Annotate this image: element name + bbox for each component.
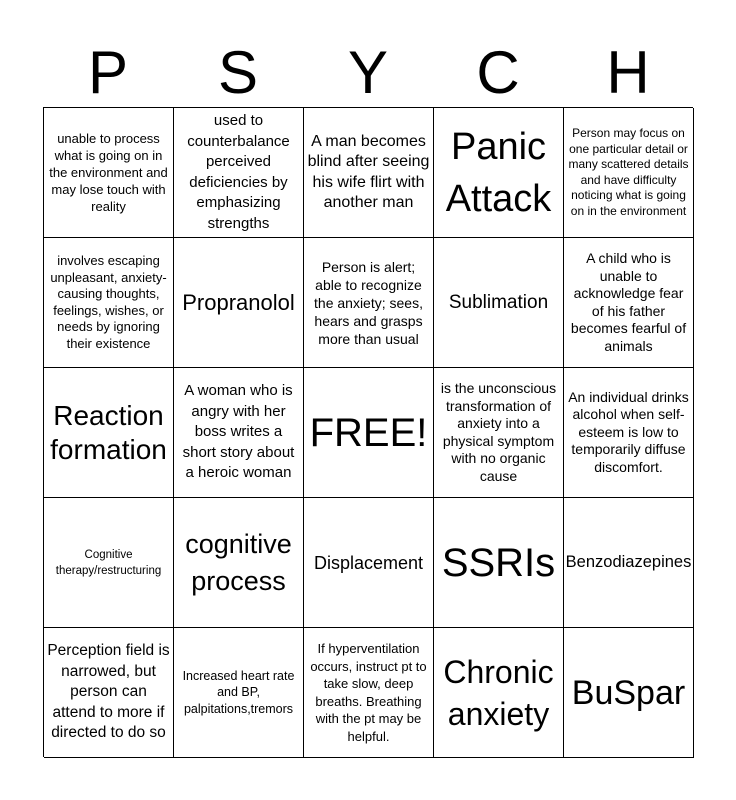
bingo-cell-r1c4[interactable] xyxy=(434,108,564,238)
cell-text: BuSpar xyxy=(571,673,686,712)
cell-text: Benzodiazepines xyxy=(565,553,692,572)
bingo-cell-r2c5[interactable] xyxy=(564,238,694,368)
cell-text: unable to process what is going on in the environment and may lose touch with reality xyxy=(49,131,168,214)
bingo-cell-r5c4[interactable] xyxy=(434,628,564,758)
cell-text: Chronic anxiety xyxy=(443,653,554,732)
header-letter-h: H xyxy=(606,39,650,106)
cell-text: Displacement xyxy=(313,552,424,573)
bingo-cell-r4c3[interactable] xyxy=(304,498,434,628)
cell-text: Increased heart rate and BP, palpitations,tremors xyxy=(182,668,295,716)
bingo-cell-r3c4[interactable] xyxy=(434,368,564,498)
cell-text: Panic Attack xyxy=(445,125,552,220)
bingo-cell-r4c2[interactable] xyxy=(174,498,304,628)
cell-text: cognitive process xyxy=(185,528,292,596)
bingo-header xyxy=(43,40,693,106)
bingo-cell-r2c1[interactable] xyxy=(44,238,174,368)
cell-text: involves escaping unpleasant, anxiety-causing thoughts, feelings, wishes, or needs by ignoring their existence xyxy=(50,253,167,351)
cell-text: used to counterbalance perceived deficiencies by emphasizing strengths xyxy=(187,112,290,232)
bingo-cell-r4c4[interactable] xyxy=(434,498,564,628)
bingo-cell-r3c3[interactable] xyxy=(304,368,434,498)
cell-text: If hyperventilation occurs, instruct pt to take slow, deep breaths. Breathing with the pt may be helpful. xyxy=(310,641,427,744)
cell-text: A woman who is angry with her boss writes a short story about a heroic woman xyxy=(182,382,295,482)
cell-text: A child who is unable to acknowledge fear of his father becomes fearful of animals xyxy=(570,250,687,354)
bingo-cell-r1c3[interactable] xyxy=(304,108,434,238)
header-letter-c: C xyxy=(476,39,520,106)
cell-text: FREE! xyxy=(309,410,428,455)
cell-text: Perception field is narrowed, but person can attend to more if directed to do so xyxy=(47,642,170,742)
bingo-cell-r2c4[interactable] xyxy=(434,238,564,368)
header-letter-s: S xyxy=(217,39,259,106)
bingo-cell-r3c2[interactable] xyxy=(174,368,304,498)
bingo-cell-r1c1[interactable] xyxy=(44,108,174,238)
bingo-cell-r1c2[interactable] xyxy=(174,108,304,238)
bingo-cell-r5c1[interactable] xyxy=(44,628,174,758)
bingo-cell-r2c3[interactable] xyxy=(304,238,434,368)
cell-text: An individual drinks alcohol when self-esteem is low to temporarily diffuse discomfort. xyxy=(568,388,689,475)
cell-text: A man becomes blind after seeing his wife flirt with another man xyxy=(307,132,430,211)
cell-text: Cognitive therapy/restructuring xyxy=(55,548,162,577)
cell-text: Person is alert; able to recognize the anxiety; sees, hears and grasps more than usual xyxy=(314,258,423,347)
bingo-cell-r5c5[interactable] xyxy=(564,628,694,758)
header-letter-p: P xyxy=(87,39,129,106)
bingo-cell-r4c5[interactable] xyxy=(564,498,694,628)
bingo-cell-r5c2[interactable] xyxy=(174,628,304,758)
bingo-card xyxy=(43,107,693,757)
bingo-cell-r3c5[interactable] xyxy=(564,368,694,498)
cell-text: is the unconscious transformation of anxiety into a physical symptom with no organic cause xyxy=(440,380,557,484)
bingo-cell-r4c1[interactable] xyxy=(44,498,174,628)
bingo-cell-r2c2[interactable] xyxy=(174,238,304,368)
header-letter-y: Y xyxy=(347,39,389,106)
cell-text: Propranolol xyxy=(182,289,295,315)
bingo-cell-r5c3[interactable] xyxy=(304,628,434,758)
bingo-cell-r1c5[interactable] xyxy=(564,108,694,238)
cell-text: SSRIs xyxy=(441,540,556,585)
cell-text: Person may focus on one particular detail or many scattered details and have difficulty noticing what is going on in the environment xyxy=(568,126,689,218)
cell-text: Reaction formation xyxy=(50,399,167,465)
bingo-cell-r3c1[interactable] xyxy=(44,368,174,498)
cell-text: Sublimation xyxy=(448,291,549,313)
